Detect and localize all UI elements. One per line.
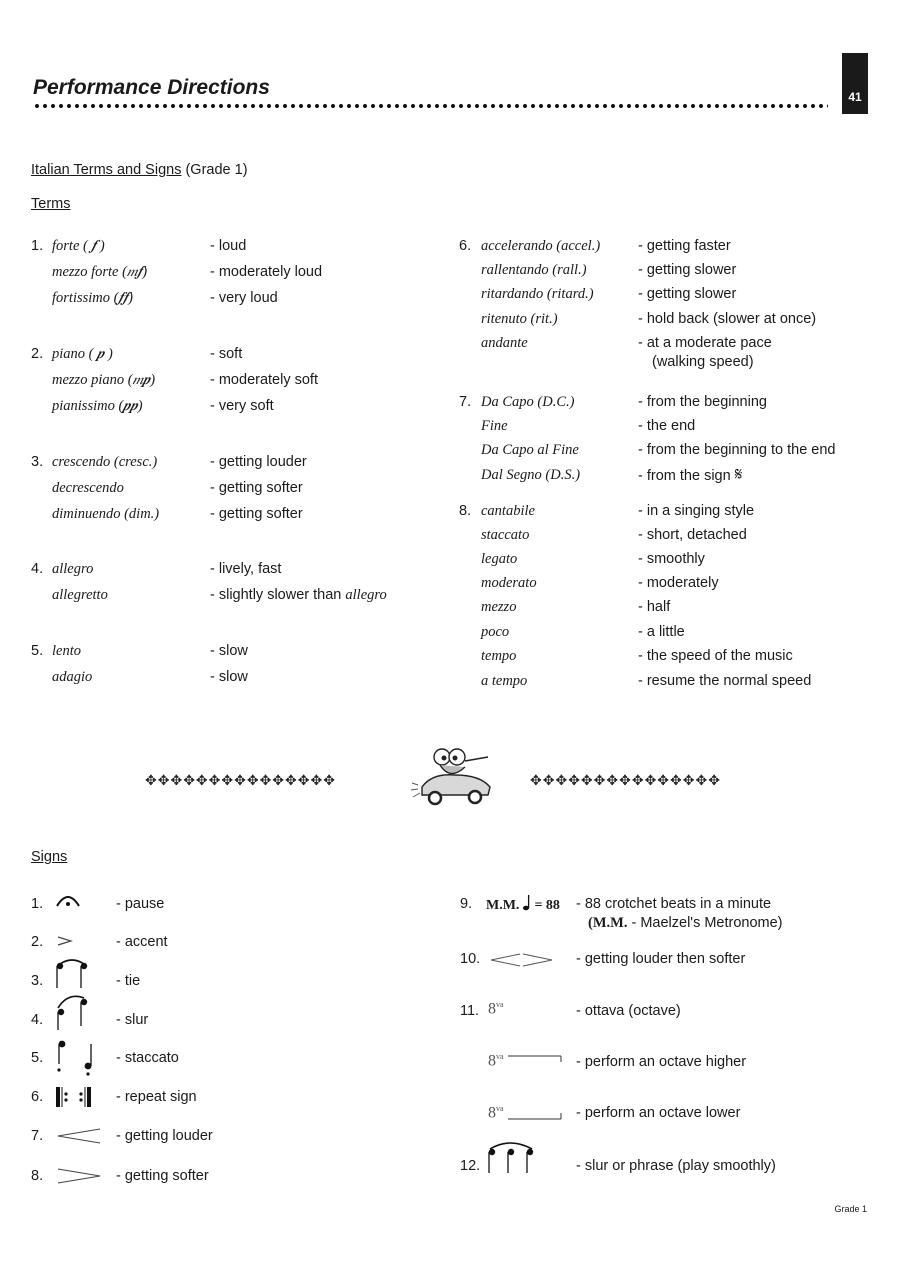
term-number: 2. (31, 346, 44, 362)
term-definition: - very soft (210, 398, 274, 414)
term-definition-line2: (walking speed) (652, 354, 754, 370)
sign-number: 4. (31, 1012, 44, 1028)
sign-definition: - repeat sign (116, 1089, 197, 1105)
term-number: 1. (31, 238, 44, 254)
term-definition: - getting softer (210, 480, 303, 496)
term-name: fortissimo (𝆑𝆑) (52, 290, 133, 306)
term-definition: - loud (210, 238, 247, 254)
term-number: 8. (459, 503, 472, 519)
sign-number: 9. (460, 896, 473, 912)
metronome-label: M.M. (486, 898, 520, 913)
term-name: mezzo forte (𝆐𝆑) (52, 264, 148, 280)
term-number: 7. (459, 394, 472, 410)
term-definition (638, 466, 742, 485)
sign-definition: - getting louder (116, 1128, 213, 1144)
term-name: piano ( 𝆏 ) (52, 346, 113, 362)
term-name: andante (481, 335, 528, 351)
term-definition: - hold back (slower at once) (638, 311, 817, 327)
term-name: legato (481, 551, 518, 567)
term-definition: - soft (210, 346, 243, 362)
sign-definition: - slur or phrase (play smoothly) (576, 1158, 776, 1174)
hairpin-swell-icon (489, 953, 555, 967)
car-mascot-icon (410, 745, 495, 810)
term-number: 5. (31, 643, 44, 659)
term-name: accelerando (accel.) (481, 238, 601, 254)
repeat-sign-icon (56, 1086, 96, 1108)
ottava-line-lower-icon (508, 1110, 564, 1122)
term-name: mezzo piano (𝆐𝆏) (52, 372, 156, 388)
section-heading-rest: (Grade 1) (181, 162, 248, 178)
footer-grade: Grade 1 (834, 1204, 867, 1214)
fermata-icon (55, 890, 81, 910)
diamond-divider-right: ✥✥✥✥✥✥✥✥✥✥✥✥✥✥✥ (530, 773, 721, 789)
sign-definition: - getting louder then softer (576, 951, 746, 967)
slur-icon (54, 994, 90, 1032)
sign-number: 5. (31, 1050, 44, 1066)
term-definition: - getting louder (210, 454, 307, 470)
term-name: forte ( 𝆑 ) (52, 238, 105, 254)
signs-heading: Signs (31, 849, 68, 865)
term-name: tempo (481, 648, 517, 664)
term-definition: - from the beginning to the end (638, 442, 836, 458)
ottava-higher-sign (488, 1052, 504, 1070)
ottava-superscript: va (496, 1052, 504, 1061)
term-name: pianissimo (𝆏𝆏) (52, 398, 143, 414)
term-definition: - slow (210, 643, 248, 659)
sign-definition: - accent (116, 934, 168, 950)
term-number: 4. (31, 561, 44, 577)
sign-number: 1. (31, 896, 44, 912)
term-number: 6. (459, 238, 472, 254)
term-name: moderato (481, 575, 537, 591)
diamond-divider-left: ✥✥✥✥✥✥✥✥✥✥✥✥✥✥✥ (145, 773, 336, 789)
page-number-tab (842, 53, 868, 114)
page-number: 41 (848, 90, 862, 104)
term-definition: - lively, fast (210, 561, 282, 577)
term-definition: - getting softer (210, 506, 303, 522)
sign-definition: - pause (116, 896, 165, 912)
sign-definition: - perform an octave lower (576, 1105, 741, 1121)
term-definition-text: - slightly slower than (210, 587, 342, 603)
sign-definition: - 88 crotchet beats in a minute (576, 896, 772, 912)
term-definition: - resume the normal speed (638, 673, 812, 689)
term-definition (210, 586, 387, 604)
section-heading-underlined: Italian Terms and Signs (31, 162, 182, 178)
ottava-line-higher-icon (508, 1054, 564, 1064)
sign-number: 3. (31, 973, 44, 989)
term-definition-italic: allegro (345, 587, 387, 603)
term-name: staccato (481, 527, 530, 543)
crotchet-icon (523, 895, 531, 911)
sign-number: 12. (460, 1158, 481, 1174)
term-definition: - a little (638, 624, 685, 640)
term-name: diminuendo (dim.) (52, 506, 160, 522)
term-definition: - getting slower (638, 286, 737, 302)
term-name: Fine (481, 418, 508, 434)
term-definition: - slow (210, 669, 248, 685)
ottava-superscript: va (496, 1104, 504, 1113)
term-definition: - getting faster (638, 238, 731, 254)
sign-number: 11. (460, 1003, 480, 1019)
page-title: Performance Directions (33, 76, 270, 99)
ottava-sign (488, 1000, 504, 1018)
term-definition: - smoothly (638, 551, 705, 567)
term-definition: - moderately soft (210, 372, 318, 388)
term-definition: - very loud (210, 290, 278, 306)
sign-definition-bold: (M.M. (588, 915, 628, 931)
term-definition: - moderately loud (210, 264, 323, 280)
crescendo-hairpin-icon (56, 1128, 102, 1144)
term-definition: - getting slower (638, 262, 737, 278)
term-definition: - from the beginning (638, 394, 767, 410)
term-definition: - in a singing style (638, 503, 755, 519)
staccato-icon (55, 1038, 105, 1076)
sign-number: 7. (31, 1128, 44, 1144)
sign-number: 8. (31, 1168, 44, 1184)
sign-number: 2. (31, 934, 44, 950)
sign-definition: - perform an octave higher (576, 1054, 747, 1070)
term-definition-text: - from the sign (638, 468, 731, 484)
term-name: ritenuto (rit.) (481, 311, 558, 327)
term-number: 3. (31, 454, 44, 470)
term-name: allegro (52, 561, 94, 577)
term-definition: - short, detached (638, 527, 747, 543)
ottava-superscript: va (496, 1000, 504, 1009)
term-name: ritardando (ritard.) (481, 286, 594, 302)
sign-number: 6. (31, 1089, 44, 1105)
term-name: decrescendo (52, 480, 124, 496)
ottava-numeral: 8 (488, 1104, 496, 1122)
term-name: Dal Segno (D.S.) (481, 467, 581, 483)
term-definition: - the speed of the music (638, 648, 793, 664)
phrase-slur-icon (484, 1139, 536, 1177)
accent-icon (57, 935, 73, 947)
term-name: rallentando (rall.) (481, 262, 587, 278)
ottava-numeral: 8 (488, 1052, 496, 1070)
ottava-numeral: 8 (488, 1000, 496, 1018)
term-name: cantabile (481, 503, 535, 519)
term-name: poco (481, 624, 510, 640)
sign-definition-rest: - Maelzel's Metronome) (627, 915, 783, 931)
term-definition: - moderately (638, 575, 719, 591)
dotted-rule (33, 101, 828, 111)
sign-definition: - slur (116, 1012, 149, 1028)
ottava-lower-sign (488, 1104, 504, 1122)
term-name: crescendo (cresc.) (52, 454, 158, 470)
metronome-mark (486, 895, 560, 914)
term-name: allegretto (52, 587, 108, 603)
term-name: lento (52, 643, 81, 659)
term-name: adagio (52, 669, 93, 685)
term-definition: - half (638, 599, 671, 615)
sign-definition: - ottava (octave) (576, 1003, 681, 1019)
term-definition: - the end (638, 418, 696, 434)
term-definition: - at a moderate pace (638, 335, 772, 351)
terms-heading: Terms (31, 196, 71, 212)
term-name: Da Capo al Fine (481, 442, 579, 458)
term-name: a tempo (481, 673, 528, 689)
term-name: mezzo (481, 599, 517, 615)
decrescendo-hairpin-icon (56, 1168, 102, 1184)
tie-icon (54, 956, 90, 992)
sign-definition: - tie (116, 973, 141, 989)
metronome-value: = 88 (534, 898, 560, 913)
sign-definition: - staccato (116, 1050, 179, 1066)
section-heading (31, 161, 248, 179)
sign-definition-line2 (588, 914, 783, 932)
term-name: Da Capo (D.C.) (481, 394, 575, 410)
segno-icon: 𝄋 (734, 464, 743, 485)
sign-number: 10. (460, 951, 481, 967)
sign-definition: - getting softer (116, 1168, 209, 1184)
